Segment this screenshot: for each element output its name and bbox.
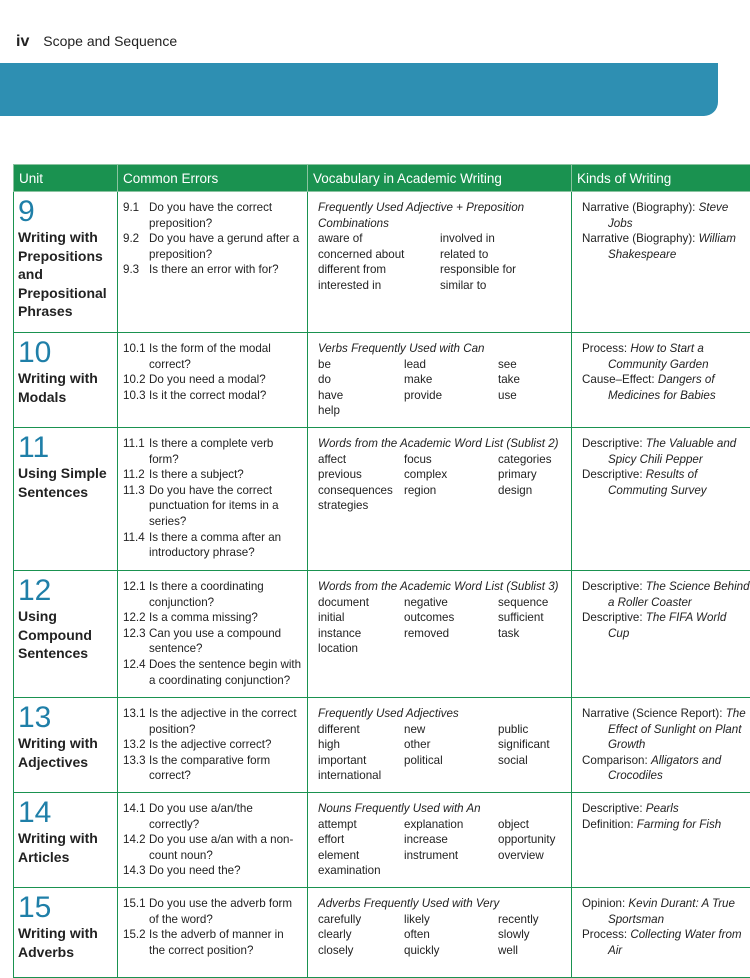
error-text: Do you have the correct preposition? bbox=[149, 200, 302, 231]
scope-sequence-table bbox=[13, 164, 750, 978]
writing-kind bbox=[582, 706, 750, 753]
error-text: Do you have the correct punctuation for items in a series? bbox=[149, 483, 302, 530]
vocab-word: location bbox=[318, 641, 404, 657]
error-text: Can you use a compound sentence? bbox=[149, 626, 302, 657]
vocab-word-list bbox=[318, 357, 566, 419]
common-errors-cell bbox=[118, 698, 308, 793]
error-number: 10.3 bbox=[123, 388, 149, 404]
unit-number: 15 bbox=[18, 894, 112, 922]
writing-kind-type: Narrative (Biography): bbox=[582, 201, 695, 214]
vocabulary-cell bbox=[308, 333, 572, 428]
error-item bbox=[123, 863, 302, 879]
header-banner bbox=[0, 63, 718, 116]
vocab-word: similar to bbox=[440, 278, 566, 294]
writing-kind-type: Descriptive: bbox=[582, 802, 643, 815]
error-item bbox=[123, 626, 302, 657]
unit-title: Writing with Adjectives bbox=[18, 734, 112, 771]
unit-cell bbox=[14, 333, 118, 428]
error-text: Is a comma missing? bbox=[149, 610, 302, 626]
page-number: iv bbox=[16, 33, 29, 50]
writing-kind-type: Definition: bbox=[582, 818, 634, 831]
writing-kind bbox=[582, 896, 750, 927]
vocabulary-cell bbox=[308, 571, 572, 698]
vocab-word: opportunity bbox=[498, 832, 566, 848]
unit-cell bbox=[14, 192, 118, 333]
vocabulary-cell bbox=[308, 888, 572, 978]
vocab-word: often bbox=[404, 927, 498, 943]
kinds-of-writing-cell bbox=[572, 888, 750, 978]
unit-title: Using Compound Sentences bbox=[18, 607, 112, 663]
writing-kind-type: Descriptive: bbox=[582, 437, 643, 450]
vocab-heading: Words from the Academic Word List (Sublist 2) bbox=[318, 436, 566, 452]
error-item bbox=[123, 483, 302, 530]
error-number: 13.1 bbox=[123, 706, 149, 737]
vocab-word: see bbox=[498, 357, 566, 373]
error-number: 11.3 bbox=[123, 483, 149, 530]
vocab-word: different from bbox=[318, 262, 440, 278]
vocab-heading: Frequently Used Adjectives bbox=[318, 706, 566, 722]
kinds-of-writing-cell bbox=[572, 333, 750, 428]
writing-kind bbox=[582, 436, 750, 467]
error-item bbox=[123, 530, 302, 561]
vocab-word: responsible for bbox=[440, 262, 566, 278]
vocab-word: categories bbox=[498, 452, 566, 468]
vocab-word: increase bbox=[404, 832, 498, 848]
vocab-word: international bbox=[318, 768, 404, 784]
writing-kind-title: How to Start a Community Garden bbox=[608, 342, 709, 371]
kinds-of-writing-cell bbox=[572, 793, 750, 888]
writing-kind bbox=[582, 927, 750, 958]
error-number: 14.3 bbox=[123, 863, 149, 879]
vocab-word: instrument bbox=[404, 848, 498, 864]
writing-kind-type: Narrative (Science Report): bbox=[582, 707, 722, 720]
error-item bbox=[123, 737, 302, 753]
unit-number: 10 bbox=[18, 339, 112, 367]
vocabulary-cell bbox=[308, 793, 572, 888]
vocab-word: previous bbox=[318, 467, 404, 483]
vocab-word: concerned about bbox=[318, 247, 440, 263]
error-text: Is there a comma after an introductory phrase? bbox=[149, 530, 302, 561]
vocab-word: consequences bbox=[318, 483, 404, 499]
error-item bbox=[123, 388, 302, 404]
error-number: 11.4 bbox=[123, 530, 149, 561]
vocab-word: important bbox=[318, 753, 404, 769]
writing-kind-title: William Shakespeare bbox=[608, 232, 736, 261]
kinds-of-writing-cell bbox=[572, 428, 750, 571]
error-number: 9.2 bbox=[123, 231, 149, 262]
vocab-word: strategies bbox=[318, 498, 404, 514]
vocabulary-cell bbox=[308, 698, 572, 793]
error-text: Is it the correct modal? bbox=[149, 388, 302, 404]
vocab-heading: Words from the Academic Word List (Sublist 3) bbox=[318, 579, 566, 595]
error-number: 12.3 bbox=[123, 626, 149, 657]
unit-number: 13 bbox=[18, 704, 112, 732]
unit-title: Writing with Articles bbox=[18, 829, 112, 866]
error-number: 9.3 bbox=[123, 262, 149, 278]
writing-kind-type: Descriptive: bbox=[582, 611, 643, 624]
unit-title: Writing with Modals bbox=[18, 369, 112, 406]
error-item bbox=[123, 706, 302, 737]
vocab-word: region bbox=[404, 483, 498, 499]
vocab-word: sequence bbox=[498, 595, 566, 611]
writing-kind-title: Dangers of Medicines for Babies bbox=[608, 373, 716, 402]
vocab-word: recently bbox=[498, 912, 566, 928]
error-text: Is there a subject? bbox=[149, 467, 302, 483]
vocab-word: slowly bbox=[498, 927, 566, 943]
writing-kind-title: Steve Jobs bbox=[608, 201, 728, 230]
table-row bbox=[14, 698, 750, 793]
error-text: Is the adjective in the correct position? bbox=[149, 706, 302, 737]
vocab-word: do bbox=[318, 372, 404, 388]
unit-title: Writing with Adverbs bbox=[18, 924, 112, 961]
vocab-word: outcomes bbox=[404, 610, 498, 626]
kinds-of-writing-cell bbox=[572, 192, 750, 333]
vocab-word: design bbox=[498, 483, 566, 499]
error-item bbox=[123, 610, 302, 626]
unit-cell bbox=[14, 428, 118, 571]
vocab-word: overview bbox=[498, 848, 566, 864]
unit-title: Writing with Prepositions and Prepositional Phrases bbox=[18, 228, 112, 321]
vocab-word: social bbox=[498, 753, 566, 769]
vocab-word: lead bbox=[404, 357, 498, 373]
vocab-word: well bbox=[498, 943, 566, 959]
error-number: 14.2 bbox=[123, 832, 149, 863]
error-number: 12.1 bbox=[123, 579, 149, 610]
writing-kind bbox=[582, 341, 750, 372]
vocab-word: new bbox=[404, 722, 498, 738]
error-text: Does the sentence begin with a coordinating conjunction? bbox=[149, 657, 302, 688]
vocab-word: carefully bbox=[318, 912, 404, 928]
error-item bbox=[123, 832, 302, 863]
vocab-word: focus bbox=[404, 452, 498, 468]
error-item bbox=[123, 262, 302, 278]
vocab-word: complex bbox=[404, 467, 498, 483]
error-number: 11.2 bbox=[123, 467, 149, 483]
error-item bbox=[123, 579, 302, 610]
error-text: Do you need a modal? bbox=[149, 372, 302, 388]
unit-title: Using Simple Sentences bbox=[18, 464, 112, 501]
vocab-word: related to bbox=[440, 247, 566, 263]
vocab-word-list bbox=[318, 912, 566, 959]
vocab-word: have bbox=[318, 388, 404, 404]
common-errors-cell bbox=[118, 888, 308, 978]
error-text: Is the adjective correct? bbox=[149, 737, 302, 753]
vocab-word: take bbox=[498, 372, 566, 388]
vocab-word: be bbox=[318, 357, 404, 373]
vocab-word: help bbox=[318, 403, 404, 419]
error-number: 13.3 bbox=[123, 753, 149, 784]
error-text: Is there a coordinating conjunction? bbox=[149, 579, 302, 610]
writing-kind-title: Kevin Durant: A True Sportsman bbox=[608, 897, 735, 926]
vocab-word: element bbox=[318, 848, 404, 864]
common-errors-cell bbox=[118, 333, 308, 428]
vocab-word: negative bbox=[404, 595, 498, 611]
error-text: Do you use the adverb form of the word? bbox=[149, 896, 302, 927]
error-number: 12.2 bbox=[123, 610, 149, 626]
error-item bbox=[123, 200, 302, 231]
writing-kind-title: Alligators and Crocodiles bbox=[608, 754, 721, 783]
error-text: Is the form of the modal correct? bbox=[149, 341, 302, 372]
error-text: Is the comparative form correct? bbox=[149, 753, 302, 784]
error-item bbox=[123, 467, 302, 483]
writing-kind-title: The FIFA World Cup bbox=[608, 611, 726, 640]
writing-kind-title: Pearls bbox=[646, 802, 679, 815]
kinds-of-writing-cell bbox=[572, 571, 750, 698]
kinds-of-writing-cell bbox=[572, 698, 750, 793]
error-number: 10.1 bbox=[123, 341, 149, 372]
error-item bbox=[123, 896, 302, 927]
unit-cell bbox=[14, 793, 118, 888]
vocab-word: primary bbox=[498, 467, 566, 483]
writing-kind-type: Process: bbox=[582, 342, 627, 355]
header-vocabulary: Vocabulary in Academic Writing bbox=[308, 165, 572, 192]
vocab-word: significant bbox=[498, 737, 566, 753]
unit-number: 11 bbox=[18, 434, 112, 462]
writing-kind-title: The Valuable and Spicy Chili Pepper bbox=[608, 437, 736, 466]
writing-kind-type: Comparison: bbox=[582, 754, 648, 767]
writing-kind bbox=[582, 579, 750, 610]
vocab-word: task bbox=[498, 626, 566, 642]
error-number: 15.2 bbox=[123, 927, 149, 958]
unit-number: 12 bbox=[18, 577, 112, 605]
writing-kind bbox=[582, 801, 750, 817]
writing-kind-title: Farming for Fish bbox=[637, 818, 721, 831]
vocab-word-list bbox=[318, 722, 566, 784]
vocab-word: involved in bbox=[440, 231, 566, 247]
vocab-word: closely bbox=[318, 943, 404, 959]
vocab-word: likely bbox=[404, 912, 498, 928]
table-row bbox=[14, 888, 750, 978]
vocab-heading: Frequently Used Adjective + Preposition Combinations bbox=[318, 200, 566, 231]
vocab-word: initial bbox=[318, 610, 404, 626]
vocab-word: object bbox=[498, 817, 566, 833]
vocab-word: aware of bbox=[318, 231, 440, 247]
error-number: 11.1 bbox=[123, 436, 149, 467]
vocab-word-list bbox=[318, 231, 566, 293]
unit-cell bbox=[14, 698, 118, 793]
vocab-word: clearly bbox=[318, 927, 404, 943]
writing-kind-title: Collecting Water from Air bbox=[608, 928, 742, 957]
error-text: Do you have a gerund after a preposition? bbox=[149, 231, 302, 262]
writing-kind bbox=[582, 753, 750, 784]
vocab-word: interested in bbox=[318, 278, 440, 294]
header-kinds-of-writing: Kinds of Writing bbox=[572, 165, 750, 192]
error-item bbox=[123, 341, 302, 372]
writing-kind-type: Descriptive: bbox=[582, 468, 643, 481]
vocab-word: examination bbox=[318, 863, 404, 879]
writing-kind-title: The Science Behind a Roller Coaster bbox=[608, 580, 750, 609]
vocab-word: different bbox=[318, 722, 404, 738]
vocab-heading: Adverbs Frequently Used with Very bbox=[318, 896, 566, 912]
table-row bbox=[14, 333, 750, 428]
vocab-word: attempt bbox=[318, 817, 404, 833]
table-row bbox=[14, 571, 750, 698]
vocab-word: quickly bbox=[404, 943, 498, 959]
error-item bbox=[123, 372, 302, 388]
error-text: Do you use a/an/the correctly? bbox=[149, 801, 302, 832]
error-item bbox=[123, 657, 302, 688]
vocab-word: provide bbox=[404, 388, 498, 404]
vocab-heading: Nouns Frequently Used with An bbox=[318, 801, 566, 817]
writing-kind bbox=[582, 372, 750, 403]
error-item bbox=[123, 231, 302, 262]
common-errors-cell bbox=[118, 793, 308, 888]
error-number: 13.2 bbox=[123, 737, 149, 753]
vocab-word: high bbox=[318, 737, 404, 753]
vocab-word: make bbox=[404, 372, 498, 388]
vocab-word: removed bbox=[404, 626, 498, 642]
vocab-word-list bbox=[318, 452, 566, 514]
error-number: 9.1 bbox=[123, 200, 149, 231]
error-number: 15.1 bbox=[123, 896, 149, 927]
error-number: 14.1 bbox=[123, 801, 149, 832]
table-row bbox=[14, 428, 750, 571]
vocab-word: explanation bbox=[404, 817, 498, 833]
vocab-word: affect bbox=[318, 452, 404, 468]
table-row bbox=[14, 793, 750, 888]
writing-kind-title: Results of Commuting Survey bbox=[608, 468, 707, 497]
vocab-word: other bbox=[404, 737, 498, 753]
header-unit: Unit bbox=[14, 165, 118, 192]
writing-kind bbox=[582, 467, 750, 498]
vocab-word-list bbox=[318, 595, 566, 657]
page-title: Scope and Sequence bbox=[43, 33, 177, 49]
vocab-word-list bbox=[318, 817, 566, 879]
vocab-word: political bbox=[404, 753, 498, 769]
error-item bbox=[123, 927, 302, 958]
error-text: Is there a complete verb form? bbox=[149, 436, 302, 467]
writing-kind bbox=[582, 200, 750, 231]
error-text: Is there an error with for? bbox=[149, 262, 302, 278]
header-common-errors: Common Errors bbox=[118, 165, 308, 192]
vocab-word: instance bbox=[318, 626, 404, 642]
common-errors-cell bbox=[118, 571, 308, 698]
page-header bbox=[16, 33, 177, 51]
vocabulary-cell bbox=[308, 428, 572, 571]
vocab-word: public bbox=[498, 722, 566, 738]
unit-cell bbox=[14, 888, 118, 978]
writing-kind bbox=[582, 817, 750, 833]
error-text: Is the adverb of manner in the correct position? bbox=[149, 927, 302, 958]
writing-kind-type: Cause–Effect: bbox=[582, 373, 655, 386]
unit-number: 9 bbox=[18, 198, 112, 226]
vocab-word: use bbox=[498, 388, 566, 404]
writing-kind-type: Narrative (Biography): bbox=[582, 232, 695, 245]
writing-kind-type: Descriptive: bbox=[582, 580, 643, 593]
error-text: Do you need the? bbox=[149, 863, 302, 879]
table-header-row bbox=[14, 165, 750, 192]
error-text: Do you use a/an with a non-count noun? bbox=[149, 832, 302, 863]
vocab-heading: Verbs Frequently Used with Can bbox=[318, 341, 566, 357]
common-errors-cell bbox=[118, 428, 308, 571]
error-item bbox=[123, 801, 302, 832]
writing-kind-title: The Effect of Sunlight on Plant Growth bbox=[608, 707, 746, 751]
error-number: 12.4 bbox=[123, 657, 149, 688]
unit-cell bbox=[14, 571, 118, 698]
common-errors-cell bbox=[118, 192, 308, 333]
vocab-word: effort bbox=[318, 832, 404, 848]
table-row bbox=[14, 192, 750, 333]
writing-kind bbox=[582, 231, 750, 262]
error-item bbox=[123, 753, 302, 784]
unit-number: 14 bbox=[18, 799, 112, 827]
vocabulary-cell bbox=[308, 192, 572, 333]
writing-kind bbox=[582, 610, 750, 641]
error-number: 10.2 bbox=[123, 372, 149, 388]
vocab-word: sufficient bbox=[498, 610, 566, 626]
writing-kind-type: Process: bbox=[582, 928, 627, 941]
writing-kind-type: Opinion: bbox=[582, 897, 625, 910]
vocab-word: document bbox=[318, 595, 404, 611]
error-item bbox=[123, 436, 302, 467]
